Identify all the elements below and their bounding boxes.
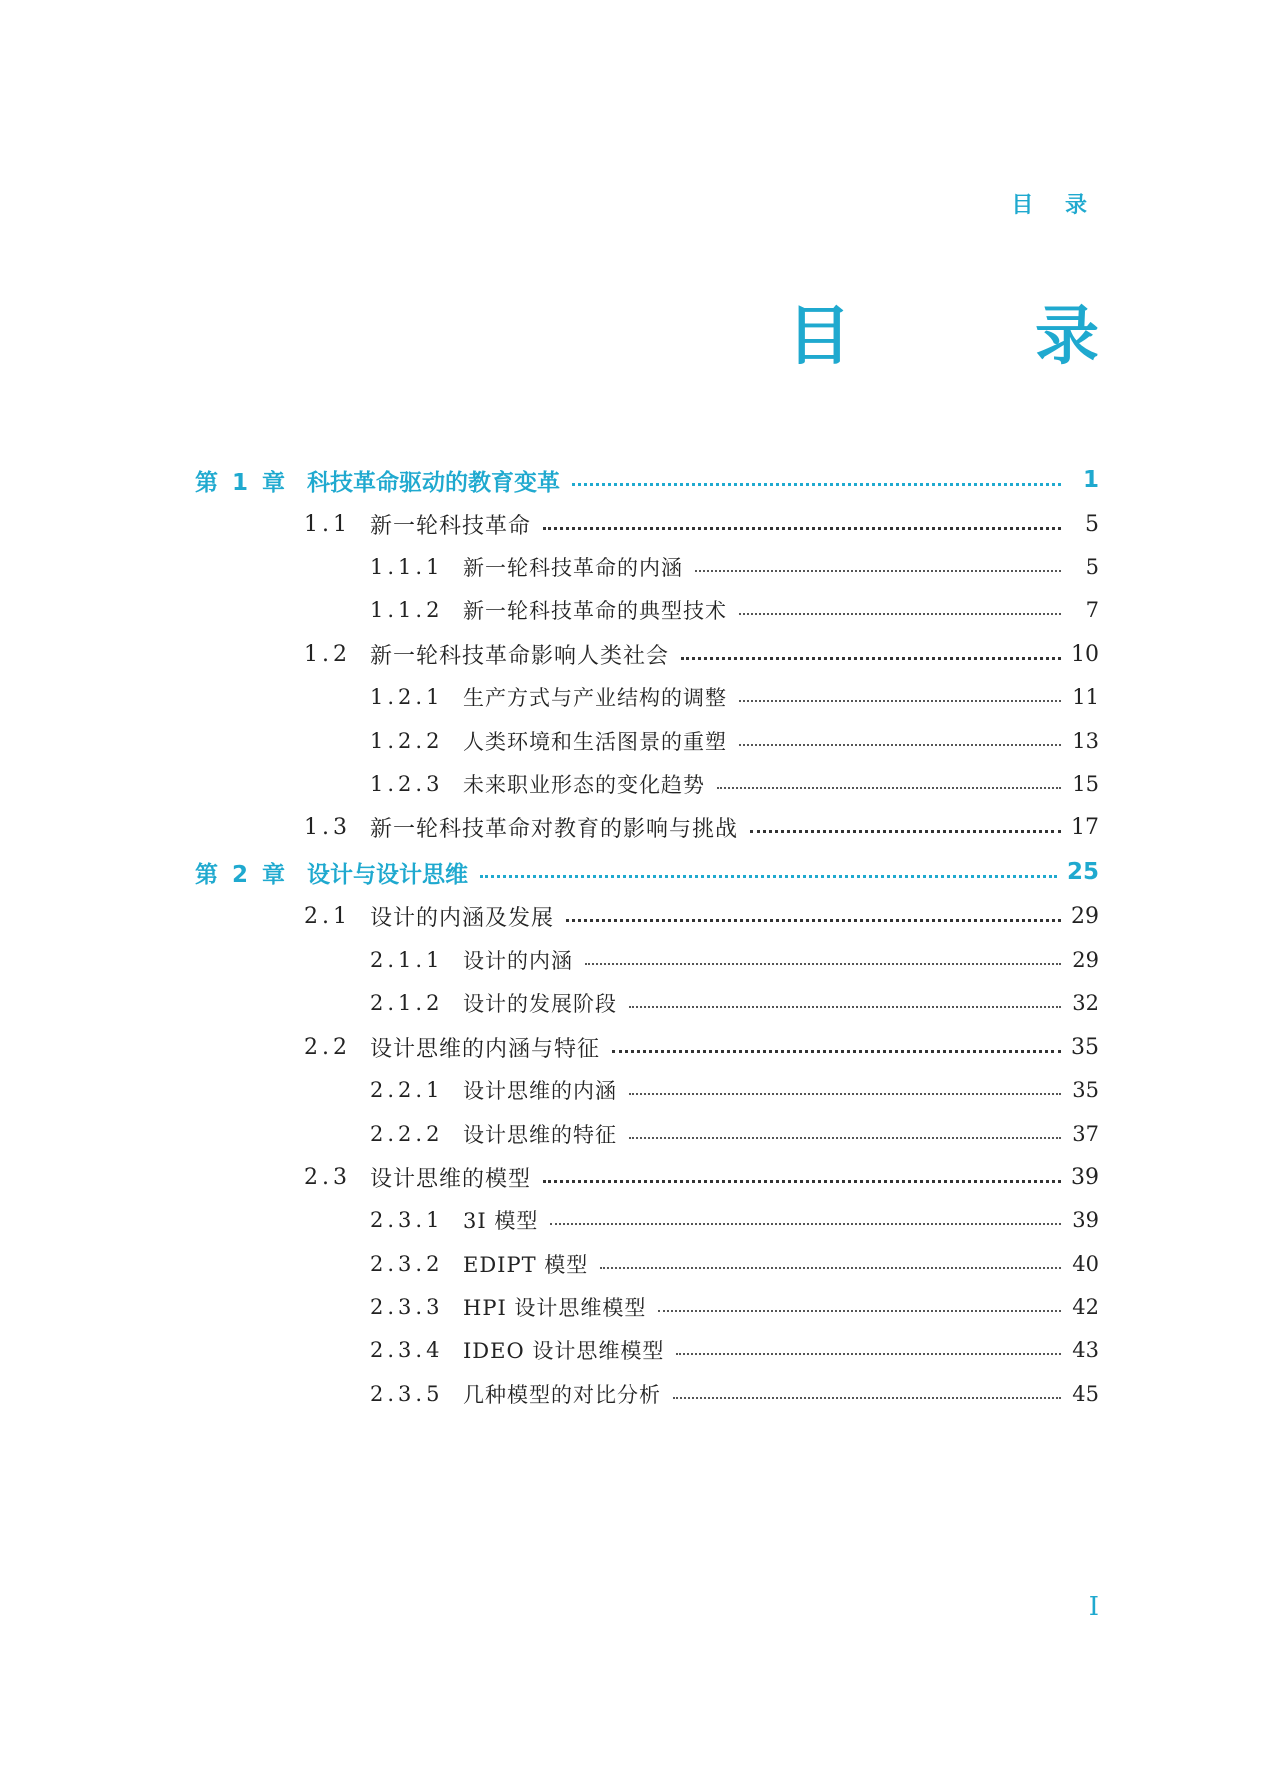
toc-title: IDEO 设计思维模型 xyxy=(463,1339,665,1363)
toc-page-number: 17 xyxy=(1071,814,1099,840)
dot-leader xyxy=(681,657,1061,660)
toc-title: 设计思维的内涵 xyxy=(463,1079,617,1103)
dot-leader xyxy=(717,787,1061,789)
toc-title: 3I 模型 xyxy=(463,1209,539,1233)
toc-subsection-row[interactable] xyxy=(370,1333,1099,1367)
toc-subsection-row[interactable] xyxy=(370,986,1099,1020)
toc-number: 2.3.5 xyxy=(370,1382,444,1406)
toc-page-number: 42 xyxy=(1072,1295,1099,1319)
toc-page-number: 1 xyxy=(1082,467,1099,493)
toc-number: 2.3.1 xyxy=(370,1208,444,1232)
dot-leader xyxy=(585,963,1061,965)
toc-section-row[interactable] xyxy=(304,637,1099,671)
toc-title: 设计的内涵及发展 xyxy=(370,905,555,931)
toc-page-number: 32 xyxy=(1072,991,1099,1015)
toc-page-number: 7 xyxy=(1085,598,1099,622)
toc-subsection-row[interactable] xyxy=(370,1247,1099,1281)
toc-subsection-row[interactable] xyxy=(370,724,1099,758)
toc-page-number: 13 xyxy=(1072,729,1099,753)
toc-title: 设计的内涵 xyxy=(463,949,573,973)
toc-page-number: 40 xyxy=(1072,1252,1099,1276)
dot-leader xyxy=(629,1006,1061,1008)
toc-section-row[interactable] xyxy=(304,1160,1099,1194)
toc-title: 设计的发展阶段 xyxy=(463,992,617,1016)
toc-number: 1.2.1 xyxy=(370,685,444,709)
toc-page-number: 35 xyxy=(1072,1078,1099,1102)
toc-subsection-row[interactable] xyxy=(370,1377,1099,1411)
toc-number: 2.3 xyxy=(304,1164,351,1190)
toc-page-number: 45 xyxy=(1072,1382,1099,1406)
toc-title: EDIPT 模型 xyxy=(463,1253,589,1277)
toc-number: 2.1.1 xyxy=(370,948,444,972)
toc-page-number: 35 xyxy=(1071,1034,1099,1060)
toc-title: 人类环境和生活图景的重塑 xyxy=(463,730,727,754)
toc-number: 1.1.2 xyxy=(370,598,444,622)
toc-subsection-row[interactable] xyxy=(370,767,1099,801)
dot-leader xyxy=(543,527,1061,530)
dot-leader xyxy=(550,1223,1061,1225)
toc-subsection-row[interactable] xyxy=(370,1290,1099,1324)
toc-number: 2.2.2 xyxy=(370,1122,444,1146)
dot-leader xyxy=(695,570,1061,572)
toc-subsection-row[interactable] xyxy=(370,1203,1099,1237)
toc-page-number: 10 xyxy=(1071,641,1099,667)
toc-page-number: 11 xyxy=(1072,685,1099,709)
toc-number: 1.1 xyxy=(304,511,351,537)
toc-title: HPI 设计思维模型 xyxy=(463,1296,647,1320)
dot-leader xyxy=(543,1180,1061,1183)
toc-section-row[interactable] xyxy=(304,1030,1099,1064)
toc-title: 新一轮科技革命的内涵 xyxy=(463,556,683,580)
toc-title: 设计思维的特征 xyxy=(463,1123,617,1147)
toc-title: 几种模型的对比分析 xyxy=(463,1383,661,1407)
toc-title: 设计与设计思维 xyxy=(307,861,468,888)
toc-section-row[interactable] xyxy=(304,899,1099,933)
dot-leader xyxy=(566,919,1061,922)
toc-title: 科技革命驱动的教育变革 xyxy=(307,469,560,496)
toc-page-number: 25 xyxy=(1066,859,1099,885)
dot-leader xyxy=(750,830,1061,833)
toc-subsection-row[interactable] xyxy=(370,943,1099,977)
toc-page-number: 29 xyxy=(1072,948,1099,972)
toc-number: 第 1 章 xyxy=(195,469,289,496)
page-title: 目 录 xyxy=(787,299,1159,374)
toc-subsection-row[interactable] xyxy=(370,1117,1099,1151)
toc-page-number: 15 xyxy=(1072,772,1099,796)
page-number: I xyxy=(1088,1592,1099,1622)
toc-section-row[interactable] xyxy=(304,507,1099,541)
toc-number: 1.2 xyxy=(304,641,351,667)
dot-leader xyxy=(739,613,1061,615)
toc-subsection-row[interactable] xyxy=(370,1073,1099,1107)
toc-page-number: 5 xyxy=(1085,555,1099,579)
dot-leader xyxy=(739,700,1061,702)
toc-page-number: 37 xyxy=(1072,1122,1099,1146)
toc-number: 1.1.1 xyxy=(370,555,444,579)
toc-number: 1.3 xyxy=(304,814,351,840)
dot-leader xyxy=(676,1353,1061,1355)
toc-number: 1.2.3 xyxy=(370,772,444,796)
toc-number: 2.1 xyxy=(304,903,351,929)
dot-leader xyxy=(739,744,1061,746)
toc-section-row[interactable] xyxy=(304,810,1099,844)
toc-number: 2.2 xyxy=(304,1034,351,1060)
toc-number: 第 2 章 xyxy=(195,861,289,888)
dot-leader xyxy=(480,875,1057,878)
toc-title: 生产方式与产业结构的调整 xyxy=(463,686,727,710)
toc-chapter-row[interactable] xyxy=(195,463,1099,497)
toc-number: 2.3.2 xyxy=(370,1252,444,1276)
dot-leader xyxy=(572,483,1061,486)
dot-leader xyxy=(629,1137,1061,1139)
toc-page-number: 43 xyxy=(1072,1338,1099,1362)
toc-subsection-row[interactable] xyxy=(370,680,1099,714)
toc-subsection-row[interactable] xyxy=(370,593,1099,627)
toc-title: 新一轮科技革命 xyxy=(370,513,532,539)
toc-chapter-row[interactable] xyxy=(195,855,1099,889)
dot-leader xyxy=(612,1050,1061,1053)
toc-title: 设计思维的内涵与特征 xyxy=(370,1036,601,1062)
toc-number: 2.3.4 xyxy=(370,1338,444,1362)
toc-page-number: 29 xyxy=(1071,903,1099,929)
dot-leader xyxy=(600,1267,1061,1269)
toc-number: 1.2.2 xyxy=(370,729,444,753)
toc-title: 新一轮科技革命的典型技术 xyxy=(463,599,727,623)
toc-number: 2.2.1 xyxy=(370,1078,444,1102)
toc-number: 2.3.3 xyxy=(370,1295,444,1319)
toc-page-number: 39 xyxy=(1071,1164,1099,1190)
toc-title: 设计思维的模型 xyxy=(370,1166,532,1192)
toc-title: 新一轮科技革命影响人类社会 xyxy=(370,643,670,669)
toc-subsection-row[interactable] xyxy=(370,550,1099,584)
toc-title: 未来职业形态的变化趋势 xyxy=(463,773,705,797)
dot-leader xyxy=(673,1397,1061,1399)
running-header: 目 录 xyxy=(1011,193,1099,218)
toc-number: 2.1.2 xyxy=(370,991,444,1015)
dot-leader xyxy=(629,1093,1061,1095)
toc-title: 新一轮科技革命对教育的影响与挑战 xyxy=(370,816,739,842)
dot-leader xyxy=(658,1310,1061,1312)
toc-page-number: 39 xyxy=(1072,1208,1099,1232)
toc-page-number: 5 xyxy=(1085,511,1099,537)
